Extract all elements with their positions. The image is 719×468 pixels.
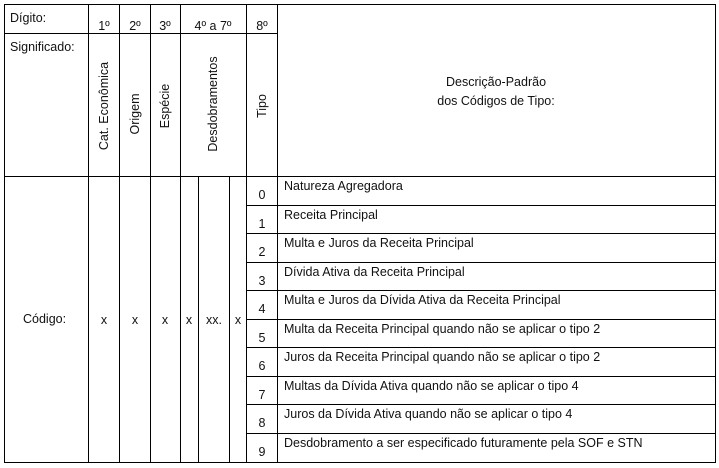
type-row-line <box>246 433 716 434</box>
type-row-line <box>246 404 716 405</box>
type-description: Receita Principal <box>284 208 378 222</box>
type-description: Multa e Juros da Dívida Ativa da Receita Principal <box>284 293 561 307</box>
col-line-4b <box>229 176 230 463</box>
digit-8: 8º <box>256 19 268 33</box>
type-code: 0 <box>258 188 266 202</box>
type-row-line <box>246 376 716 377</box>
description-title-line2: dos Códigos de Tipo: <box>437 94 555 108</box>
type-code: 5 <box>258 331 266 345</box>
meaning-breakdowns: Desdobramentos <box>206 56 220 152</box>
type-description: Juros da Dívida Ativa quando não se aplicar o tipo 4 <box>284 407 573 421</box>
type-description: Multa da Receita Principal quando não se aplicar o tipo 2 <box>284 322 601 336</box>
type-code: 3 <box>258 274 266 288</box>
table-border-bottom <box>4 462 716 463</box>
type-row-line <box>246 347 716 348</box>
table-border-top <box>4 4 716 5</box>
type-code: 1 <box>258 217 266 231</box>
code-mark-breakdown-1: x <box>185 313 193 327</box>
type-row-line <box>246 233 716 234</box>
type-description: Multas da Dívida Ativa quando não se aplicar o tipo 4 <box>284 379 579 393</box>
type-description: Juros da Receita Principal quando não se aplicar o tipo 2 <box>284 350 601 364</box>
type-description: Dívida Ativa da Receita Principal <box>284 265 465 279</box>
type-row-line <box>246 319 716 320</box>
col-line-3 <box>150 4 151 463</box>
col-line-2 <box>119 4 120 463</box>
type-code: 2 <box>258 245 266 259</box>
meaning-type: Tipo <box>255 94 269 118</box>
type-description: Multa e Juros da Receita Principal <box>284 236 474 250</box>
digit-4-7: 4º a 7º <box>194 19 232 33</box>
type-code: 6 <box>258 359 266 373</box>
type-code: 7 <box>258 388 266 402</box>
code-mark-economic-category: x <box>100 313 108 327</box>
digit-1: 1º <box>98 19 110 33</box>
type-code: 8 <box>258 416 266 430</box>
type-row-line <box>246 290 716 291</box>
meaning-economic-category: Cat. Econômica <box>97 61 111 151</box>
table-border-left <box>4 4 5 463</box>
type-description: Desdobramento a ser especificado futuramente pela SOF e STN <box>284 436 643 450</box>
row-line-digit <box>4 33 277 34</box>
type-code: 4 <box>258 302 266 316</box>
meaning-species: Espécie <box>158 83 172 129</box>
digit-label: Dígito: <box>10 11 47 25</box>
code-mark-breakdown-2: xx. <box>206 313 222 327</box>
code-mark-species: x <box>161 313 169 327</box>
digit-2: 2º <box>129 19 141 33</box>
digit-3: 3º <box>159 19 171 33</box>
type-row-line <box>246 205 716 206</box>
col-line-4a <box>198 176 199 463</box>
type-row-line <box>246 262 716 263</box>
description-title-line1: Descrição-Padrão <box>445 75 547 89</box>
col-line-1 <box>88 4 89 463</box>
type-code: 9 <box>258 445 266 459</box>
meaning-origin: Origem <box>128 93 142 135</box>
code-mark-origin: x <box>131 313 139 327</box>
col-line-4 <box>180 4 181 463</box>
code-label: Código: <box>23 312 67 326</box>
meaning-label: Significado: <box>10 40 75 54</box>
code-mark-breakdown-3: x <box>234 313 242 327</box>
row-line-meaning <box>4 176 716 177</box>
type-description: Natureza Agregadora <box>284 179 403 193</box>
